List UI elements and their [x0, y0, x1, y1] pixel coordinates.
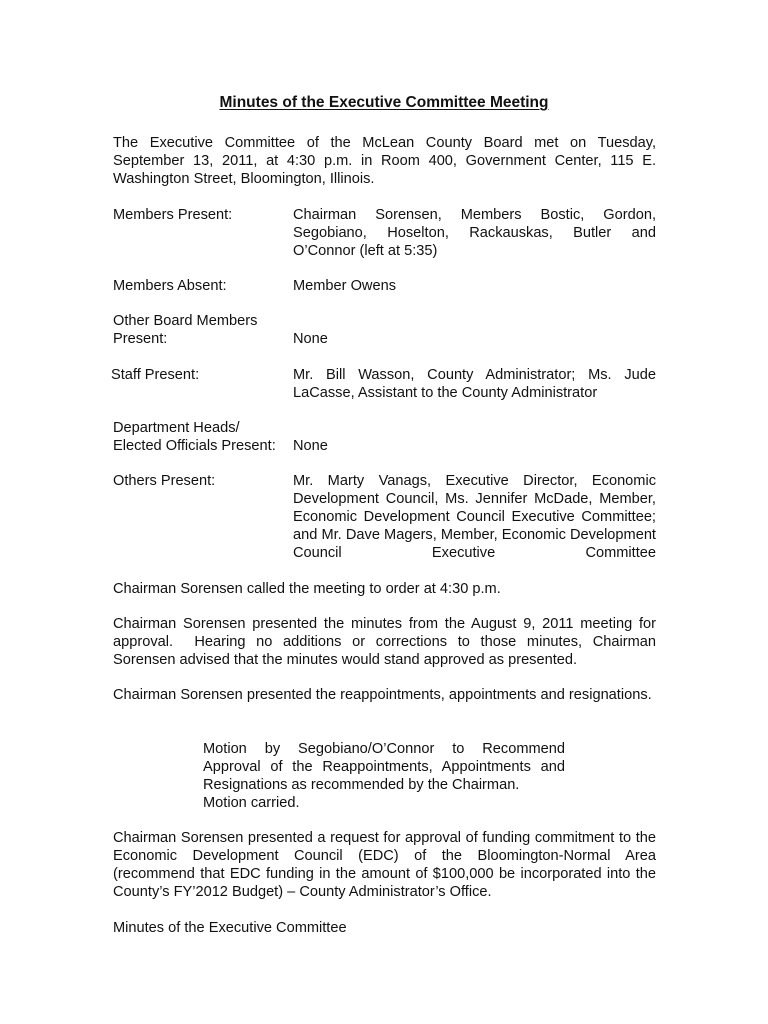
- minutes-approval-paragraph: Chairman Sorensen presented the minutes from the August 9, 2011 meeting for approval. Hearing no additions or corrections to those minutes, Chairman Sorensen advised that the minutes would stand approved as presented.: [113, 616, 656, 668]
- motion-line: Resignations as recommended by the Chairman.: [203, 777, 520, 793]
- page-footer: Minutes of the Executive Committee: [113, 920, 347, 936]
- motion-line: Motion by Segobiano/O’Connor to Recommend: [203, 741, 565, 757]
- funding-request-paragraph: Chairman Sorensen presented a request for approval of funding commitment to the Economic Development Council (EDC) of the Bloomington-Normal Area (recommend that EDC funding in the amount of $100,000 be incorporated into the County’s FY’2012 Budget) – County Administrator’s Office.: [113, 830, 656, 900]
- members-present-label: Members Present:: [113, 207, 233, 223]
- staff-present-value: Mr. Bill Wasson, County Administrator; Ms. Jude LaCasse, Assistant to the County Administrator: [293, 367, 656, 401]
- document-title: Minutes of the Executive Committee Meeting: [219, 94, 549, 111]
- motion-block: [203, 740, 565, 812]
- motion-result: Motion carried.: [203, 795, 300, 811]
- intro-paragraph: The Executive Committee of the McLean County Board met on Tuesday, September 13, 2011, at 4:30 p.m. in Room 400, Government Center, 115 E. Washington Street, Bloomington, Illinois.: [113, 135, 656, 187]
- reappointments-paragraph: Chairman Sorensen presented the reappointments, appointments and resignations.: [113, 687, 652, 703]
- motion-line: Approval of the Reappointments, Appointments and: [203, 759, 565, 775]
- dept-heads-label-line2: Elected Officials Present:: [113, 438, 276, 454]
- others-present-label: Others Present:: [113, 473, 216, 489]
- other-board-label-line1: Other Board Members: [113, 313, 258, 329]
- staff-present-label: Staff Present:: [111, 367, 200, 383]
- dept-heads-value: None: [293, 438, 328, 454]
- others-present-value: Mr. Marty Vanags, Executive Director, Economic Development Council, Ms. Jennifer McDade, Member, Economic Development Council Executive Committee; and Mr. Dave Magers, Member, Economic Development Council Executive Committee: [293, 473, 656, 561]
- members-absent-value: Member Owens: [293, 278, 396, 294]
- members-absent-label: Members Absent:: [113, 278, 227, 294]
- call-to-order-paragraph: Chairman Sorensen called the meeting to order at 4:30 p.m.: [113, 581, 501, 597]
- other-board-value: None: [293, 331, 328, 347]
- members-present-value: Chairman Sorensen, Members Bostic, Gordon, Segobiano, Hoselton, Rackauskas, Butler and O’Connor (left at 5:35): [293, 207, 656, 259]
- other-board-label-line2: Present:: [113, 331, 168, 347]
- dept-heads-label-line1: Department Heads/: [113, 420, 240, 436]
